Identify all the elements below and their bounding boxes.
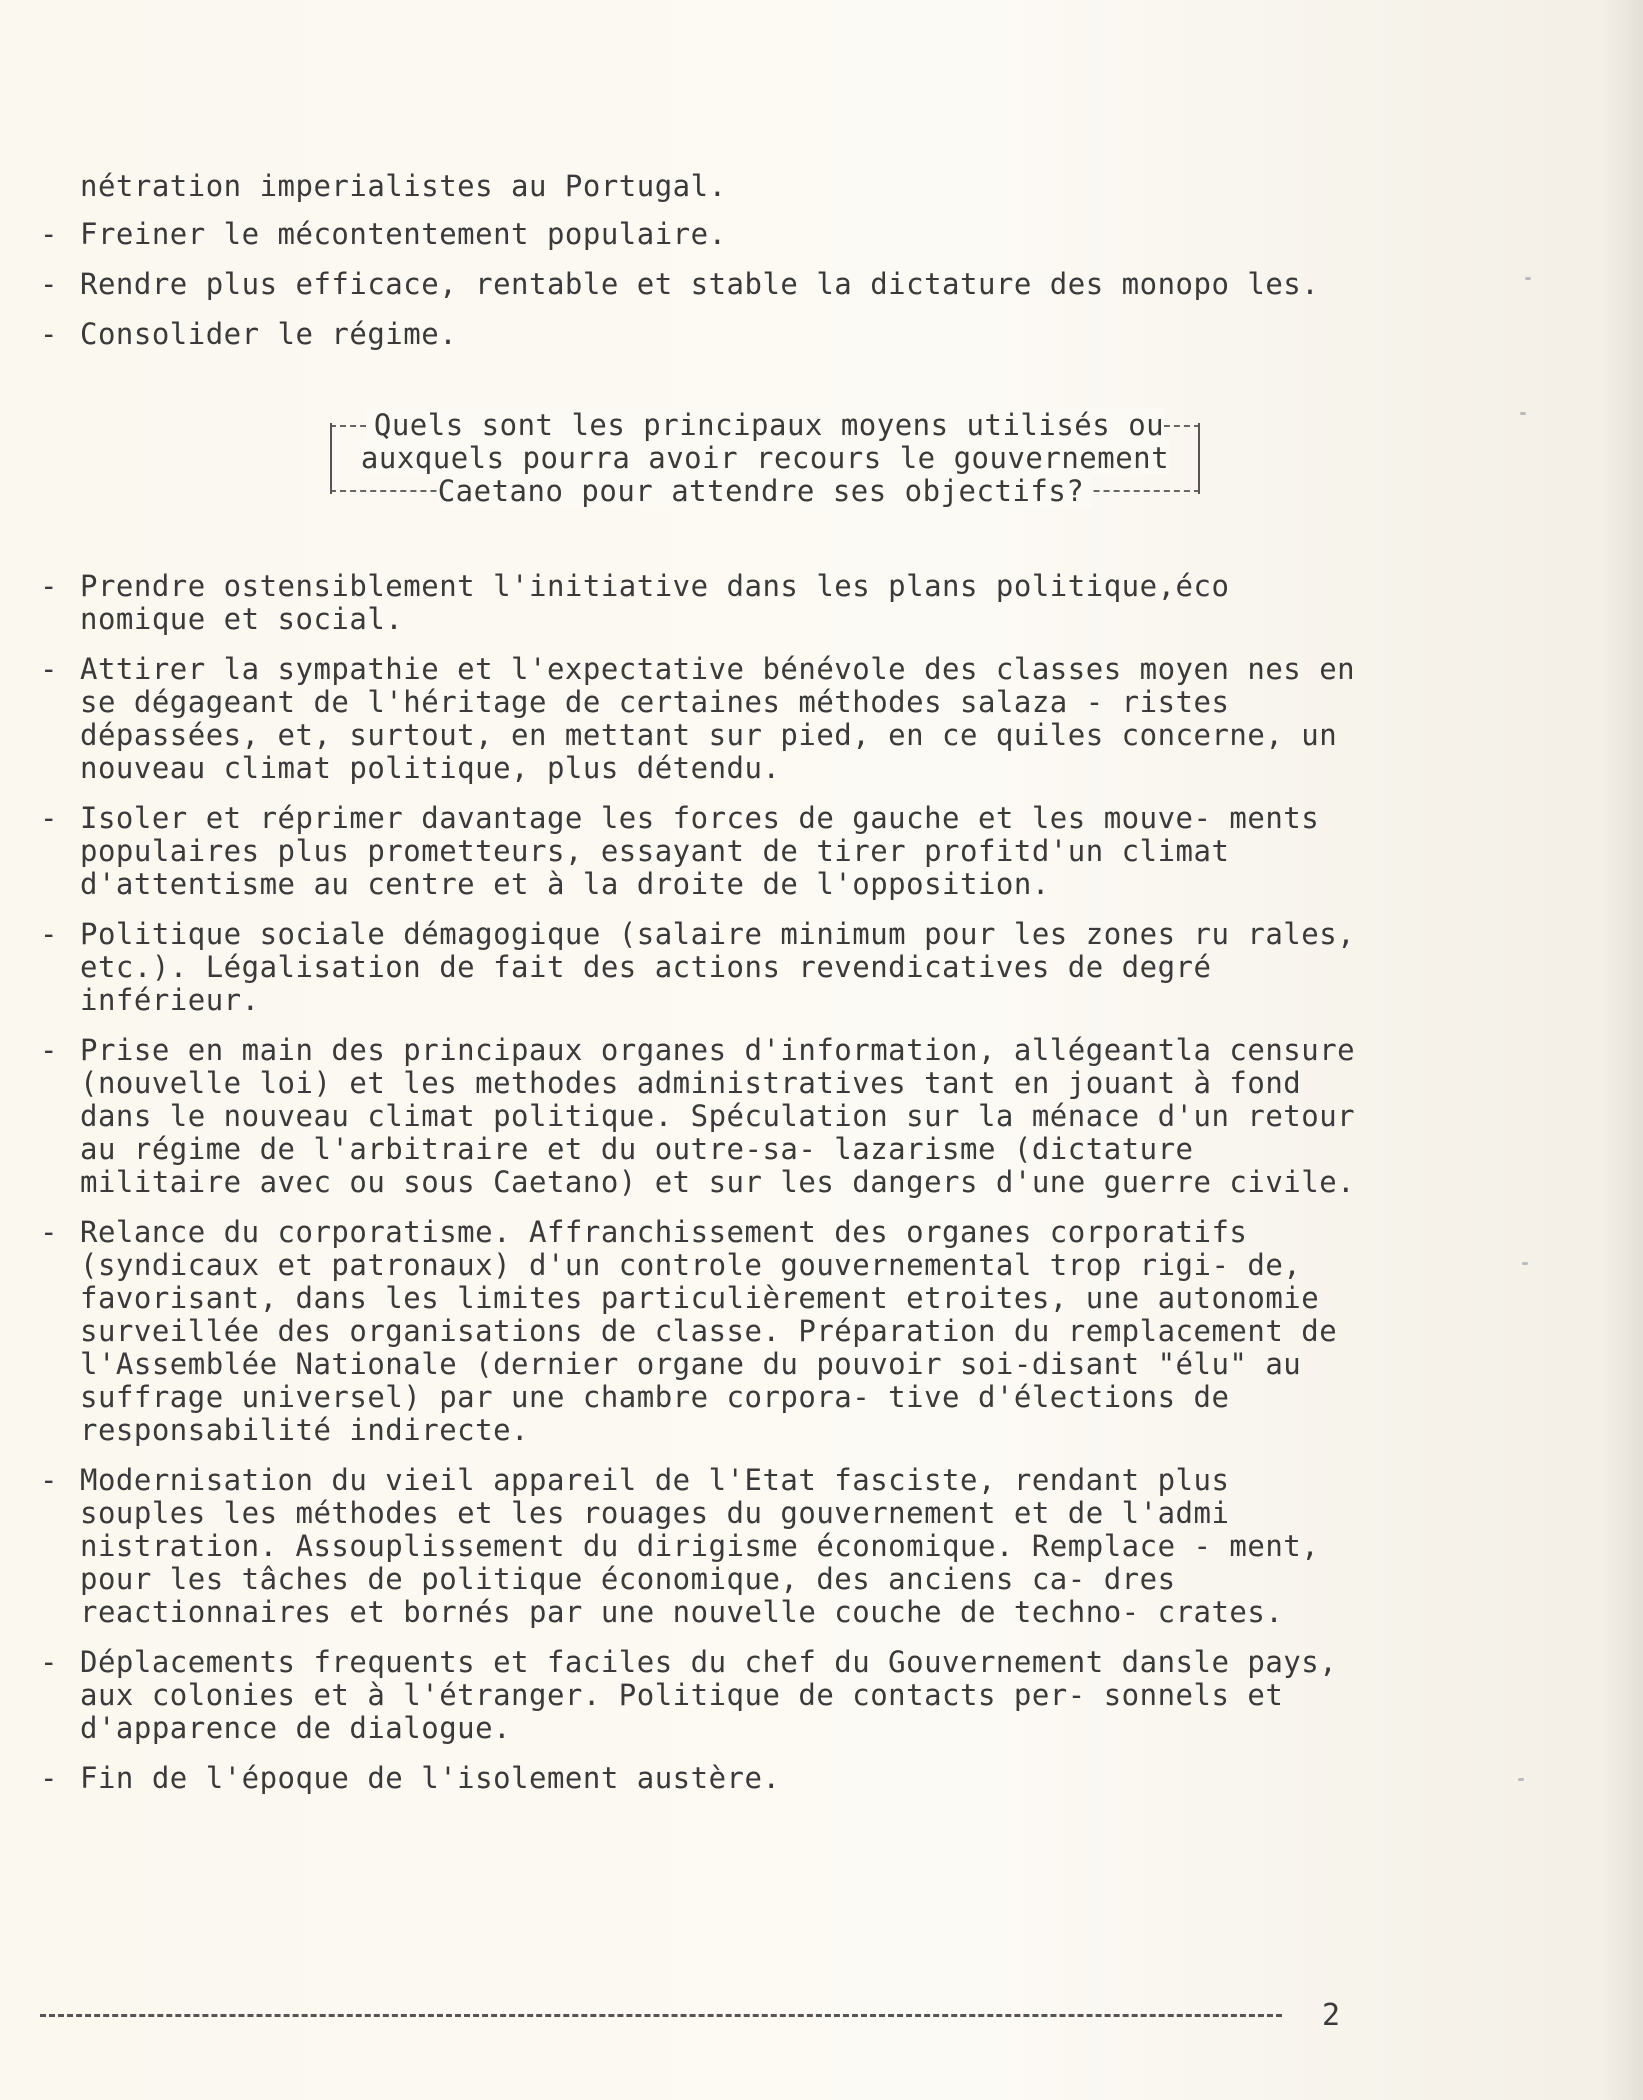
list-item <box>40 570 1360 636</box>
list-item-text: Rendre plus efficace, rentable et stable la dictature des monopo les. <box>80 267 1320 301</box>
list-item-text: Prise en main des principaux organes d'information, allégeantla censure (nouvelle loi) et les methodes administratives tant en jouant à fond dans le nouveau climat politique. Spéculation sur la ménace d'un retour au régime de l'arbitraire et du outre-sa- lazarisme (dictature militaire avec ou sous Caetano) et sur les dangers d'une guerre civile. <box>80 1033 1356 1199</box>
list-item-text: Relance du corporatisme. Affranchissement des organes corporatifs (syndicaux et patronaux) d'un controle gouvernemental trop rigi- de, favorisant, dans les limites particulièrement etroites, une autonomie surveillée des organisations de classe. Préparation du remplacement de l'Assemblée Nationale (dernier organe du pouvoir soi-disant "élu" au suffrage universel) par une chambre corpora- tive d'élections de responsabilité indirecte. <box>80 1215 1338 1447</box>
list-item-text: Freiner le mécontentement populaire. <box>80 217 727 251</box>
list-dash: - <box>40 317 58 351</box>
list-item <box>40 1216 1360 1447</box>
list-item-text: Fin de l'époque de l'isolement austère. <box>80 1761 781 1795</box>
list-dash: - <box>40 1215 58 1249</box>
list-dash: - <box>40 217 58 251</box>
document-body <box>40 170 1360 1795</box>
list-item <box>40 1762 1360 1795</box>
list-dash: - <box>40 652 58 686</box>
opening-line: nétration imperialistes au Portugal. <box>80 169 727 203</box>
footer-dashed-rule <box>40 2014 1282 2017</box>
list-item-text: Isoler et réprimer davantage les forces de gauche et les mouve- ments populaires plus prometteurs, essayant de tirer profitd'un climat d'attentisme au centre et à la droite de l'opposition. <box>80 801 1320 901</box>
list-dash: - <box>40 917 58 951</box>
list-dash: - <box>40 1463 58 1497</box>
list-item <box>40 1034 1360 1199</box>
list-dash: - <box>40 1761 58 1795</box>
list-item <box>40 218 1360 251</box>
paper-speck <box>1522 1262 1528 1265</box>
list-item <box>40 918 1360 1017</box>
paper-speck <box>1518 1778 1524 1781</box>
list-dash: - <box>40 801 58 835</box>
list-item <box>40 318 1360 351</box>
list-item <box>40 268 1360 301</box>
list-item-text: Politique sociale démagogique (salaire minimum pour les zones ru rales, etc.). Légalisation de fait des actions revendicatives de degré inférieur. <box>80 917 1356 1017</box>
list-dash: - <box>40 569 58 603</box>
list-item <box>40 1646 1360 1745</box>
list-item <box>40 653 1360 785</box>
list-item-text: Attirer la sympathie et l'expectative bénévole des classes moyen nes en se dégageant de l'héritage de certaines méthodes salaza - ristes dépassées, et, surtout, en mettant sur pied, en ce quiles concerne, un nouveau climat politique, plus détendu. <box>80 652 1356 785</box>
list-dash: - <box>40 267 58 301</box>
list-item-text: Consolider le régime. <box>80 317 458 351</box>
question-box <box>330 409 1200 508</box>
question-text: Quels sont les principaux moyens utilisés ou auxquels pourra avoir recours le gouvernement Caetano pour attendre ses objectifs? <box>360 408 1170 508</box>
list-item <box>40 802 1360 901</box>
page-footer <box>40 1998 1340 2033</box>
page-number: 2 <box>1321 1998 1340 2033</box>
page-edge-shadow <box>1603 0 1643 2100</box>
list-item <box>40 1464 1360 1629</box>
list-item-text: Prendre ostensiblement l'initiative dans les plans politique,éco nomique et social. <box>80 569 1230 636</box>
paper-speck <box>1525 277 1531 280</box>
list-item-text: Déplacements frequents et faciles du chef du Gouvernement dansle pays, aux colonies et à l'étranger. Politique de contacts per- sonnels et d'apparence de dialogue. <box>80 1645 1338 1745</box>
list-dash: - <box>40 1645 58 1679</box>
paper-speck <box>1520 412 1526 415</box>
list-item-text: Modernisation du vieil appareil de l'Etat fasciste, rendant plus souples les méthodes et les rouages du gouvernement et de l'admi nistration. Assouplissement du dirigisme économique. Remplace - ment, pour les tâches de politique économique, des anciens ca- dres reactionnaires et bornés par une nouvelle couche de techno- crates. <box>80 1463 1320 1629</box>
list-dash: - <box>40 1033 58 1067</box>
